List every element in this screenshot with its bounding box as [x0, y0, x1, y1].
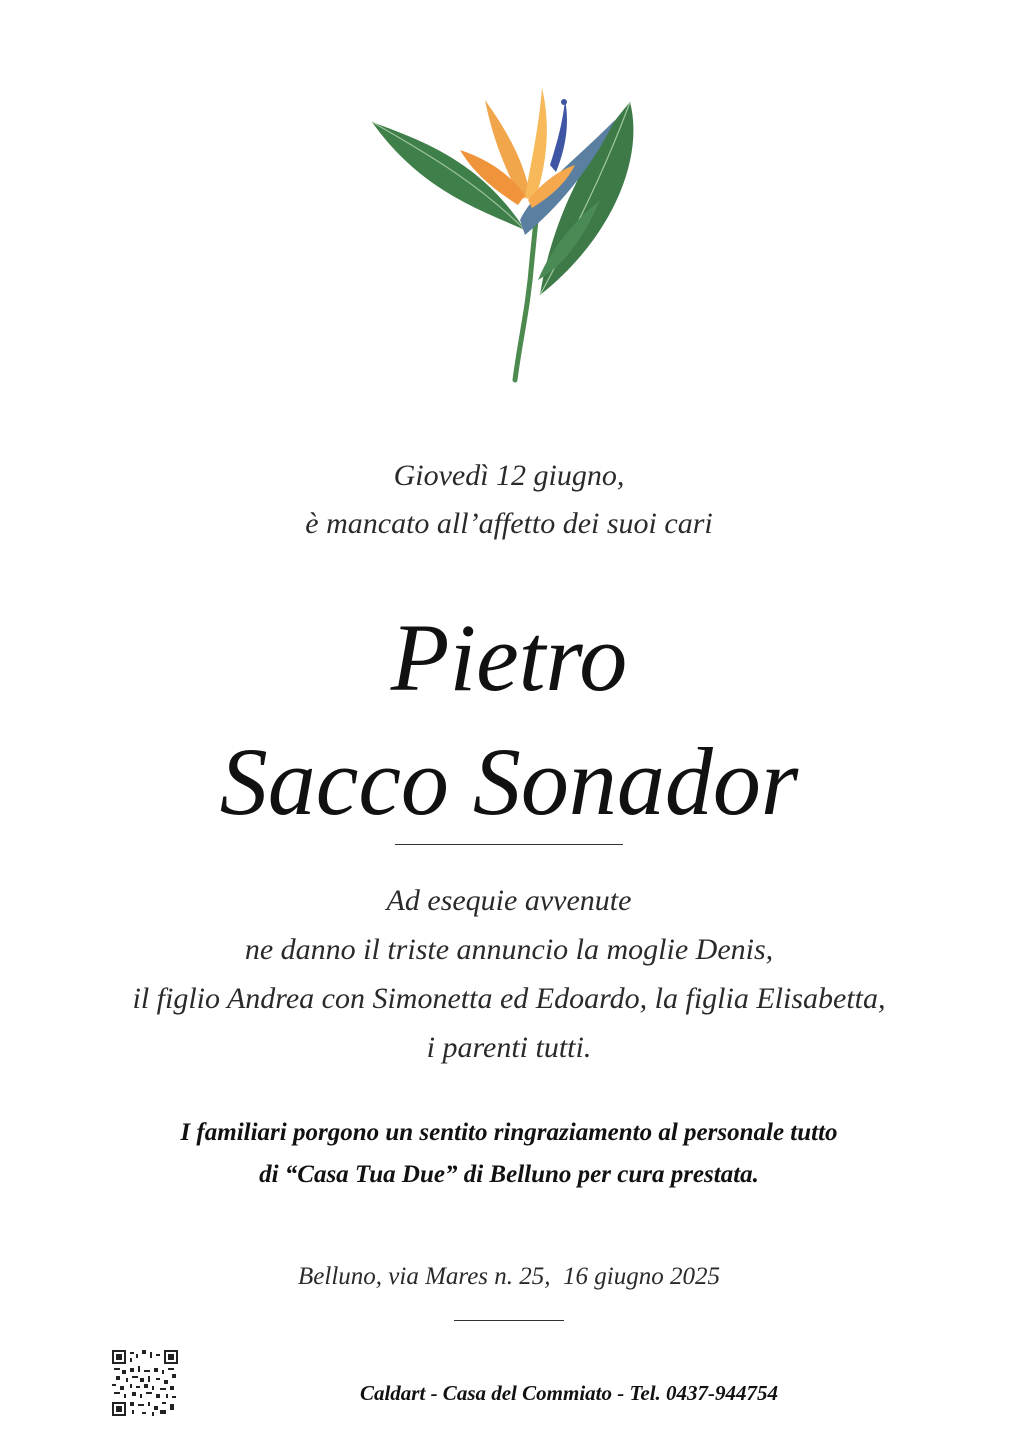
footer-divider: [454, 1320, 564, 1321]
thanks-line-1: I familiari porgono un sentito ringraziamento al personale tutto: [180, 1119, 838, 1146]
place-and-date: Belluno, via Mares n. 25, 16 giugno 2025: [298, 1263, 720, 1290]
name-divider: [395, 844, 623, 845]
bird-of-paradise-flower-icon: [360, 80, 650, 390]
intro-date: Giovedì 12 giugno,: [393, 459, 625, 492]
announcement-line-3: il figlio Andrea con Simonetta ed Edoardo, la figlia Elisabetta,: [132, 982, 886, 1015]
deceased-first-name: Pietro: [390, 604, 628, 711]
funeral-home-footer: Caldart - Casa del Commiato - Tel. 0437-944754: [359, 1381, 779, 1405]
announcement-line-4: i parenti tutti.: [426, 1031, 592, 1064]
thanks-line-2: di “Casa Tua Due” di Belluno per cura prestata.: [259, 1161, 759, 1188]
announcement-line-1: Ad esequie avvenute: [386, 884, 632, 917]
announcement-line-2: ne danno il triste annuncio la moglie Denis,: [244, 933, 774, 966]
family-announcement: [0, 876, 1018, 1072]
deceased-surname: Sacco Sonador: [219, 728, 799, 835]
intro-text: è mancato all’affetto dei suoi cari: [305, 507, 713, 540]
deceased-name: [0, 596, 1018, 844]
death-announcement-intro: [0, 452, 1018, 548]
thanks-message: [0, 1112, 1018, 1196]
